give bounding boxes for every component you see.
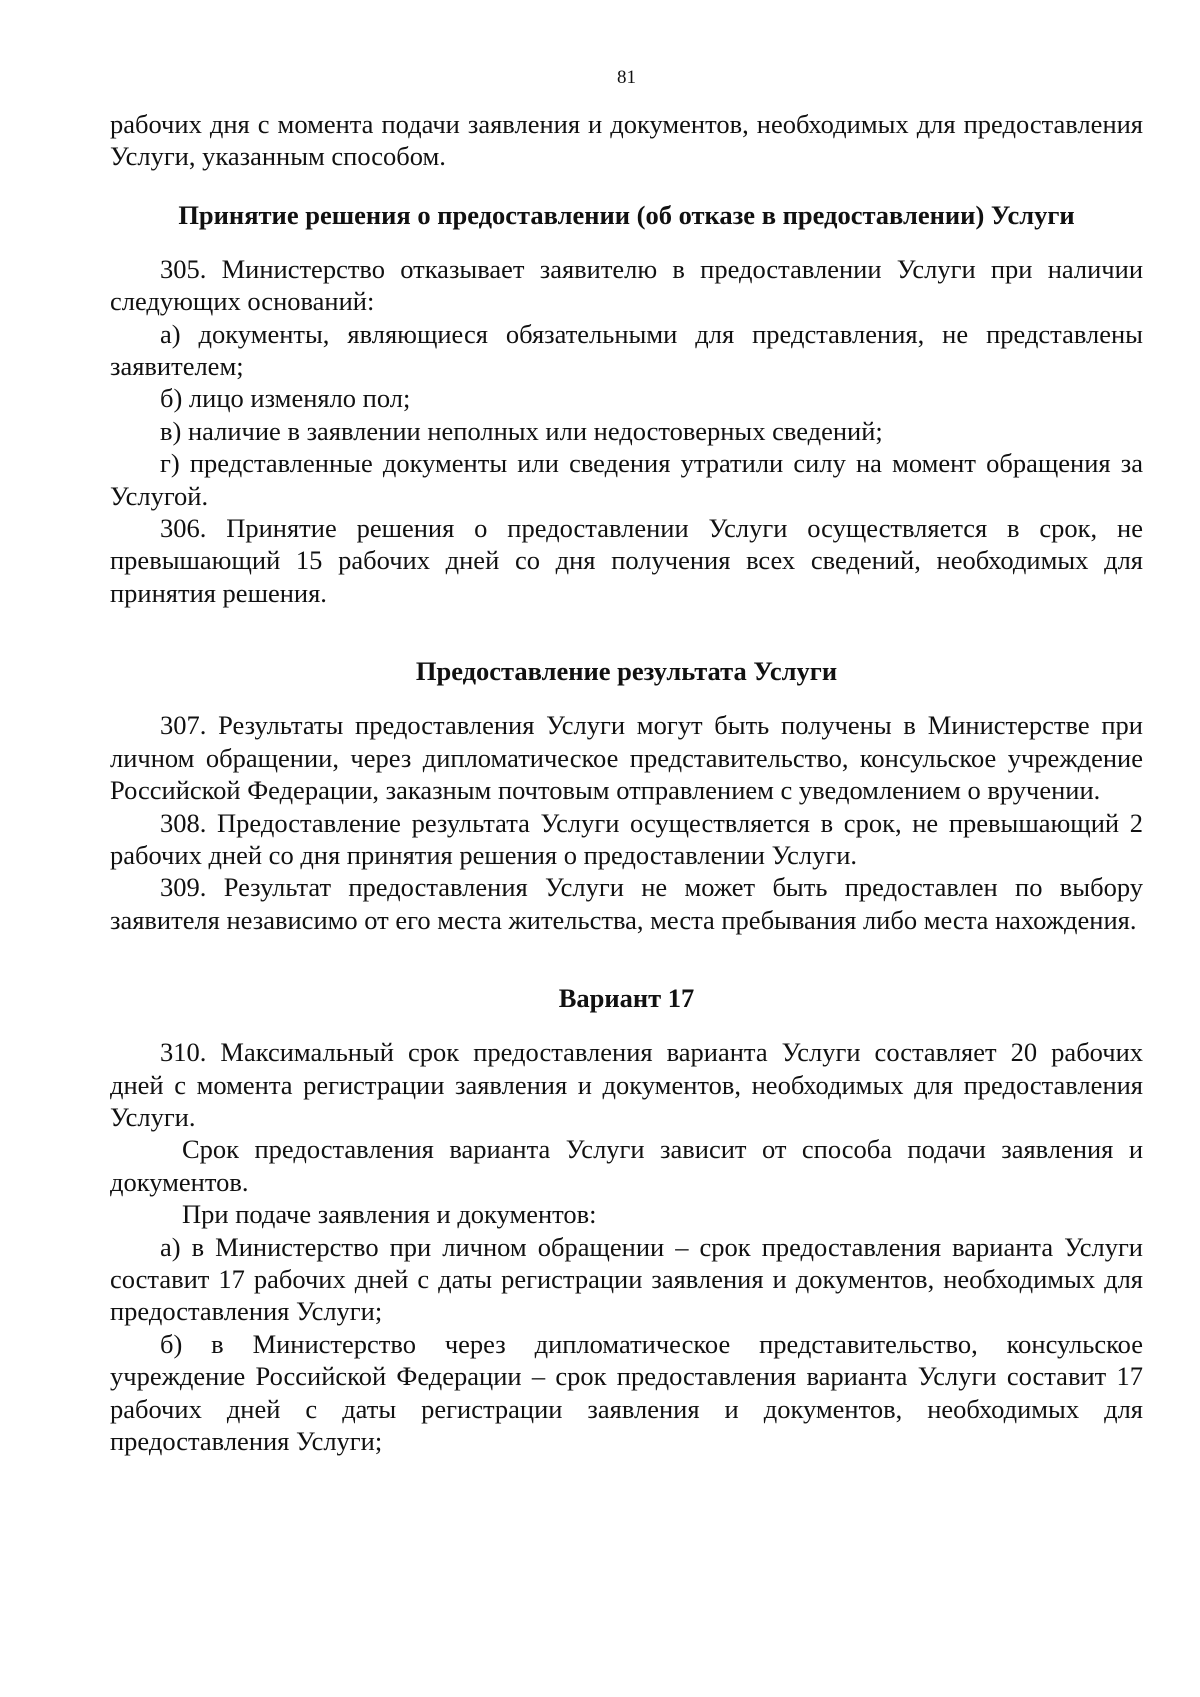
paragraph: 310. Максимальный срок предоставления варианта Услуги составляет 20 рабочих дней с момента регистрации заявления и документов, необходимых для предоставления Услуги. bbox=[110, 1037, 1143, 1132]
spacer bbox=[110, 1014, 1143, 1036]
spacer bbox=[110, 231, 1143, 253]
paragraph: в) наличие в заявлении неполных или недостоверных сведений; bbox=[160, 415, 883, 446]
paragraph: Срок предоставления варианта Услуги зависит от способа подачи заявления и документов. bbox=[110, 1134, 1143, 1197]
paragraph: а) документы, являющиеся обязательными для представления, не представлены заявителем; bbox=[110, 318, 1143, 382]
paragraph: б) лицо изменяло пол; bbox=[160, 383, 411, 414]
paragraph: При подаче заявления и документов: bbox=[182, 1199, 597, 1230]
paragraph: рабочих дня с момента подачи заявления и документов, необходимых для предоставления Услуги, указанным способом. bbox=[110, 109, 1143, 172]
paragraph: 309. Результат предоставления Услуги не может быть предоставлен по выбору заявителя независимо от его места жительства, места пребывания либо места нахождения. bbox=[110, 872, 1143, 935]
spacer bbox=[110, 687, 1143, 709]
spacer bbox=[110, 936, 1143, 982]
document-body bbox=[110, 108, 1143, 1457]
paragraph: б) в Министерство через дипломатическое представительство, консульское учреждение Российской Федерации – срок предоставления варианта Услуги составит 17 рабочих дней с даты регистрации заявления и документов, необходимых для предоставления Услуги; bbox=[110, 1328, 1143, 1456]
paragraph: 306. Принятие решения о предоставлении Услуги осуществляется в срок, не превышающий 15 рабочих дней со дня получения всех сведений, необходимых для принятия решения. bbox=[110, 513, 1143, 608]
page-number: 81 bbox=[617, 67, 636, 88]
section-heading: Принятие решения о предоставлении (об отказе в предоставлении) Услуги bbox=[178, 199, 1075, 230]
spacer bbox=[110, 609, 1143, 655]
paragraph: а) в Министерство при личном обращении – срок предоставления варианта Услуги составит 17 рабочих дней с даты регистрации заявления и документов, необходимых для предоставления Услуги; bbox=[110, 1231, 1143, 1327]
paragraph: г) представленные документы или сведения утратили силу на момент обращения за Услугой. bbox=[110, 448, 1143, 511]
paragraph: 308. Предоставление результата Услуги осуществляется в срок, не превышающий 2 рабочих дней со дня принятия решения о предоставлении Услуги. bbox=[110, 807, 1143, 870]
spacer bbox=[110, 173, 1143, 199]
section-heading: Предоставление результата Услуги bbox=[415, 656, 838, 687]
document-page bbox=[110, 66, 1143, 1457]
paragraph: 307. Результаты предоставления Услуги могут быть получены в Министерстве при личном обращении, через дипломатическое представительство, консульское учреждение Российской Федерации, заказным почтовым отправлением с уведомлением о вручении. bbox=[110, 710, 1143, 806]
section-heading: Вариант 17 bbox=[558, 983, 695, 1014]
paragraph: 305. Министерство отказывает заявителю в предоставлении Услуги при наличии следующих оснований: bbox=[110, 253, 1143, 317]
